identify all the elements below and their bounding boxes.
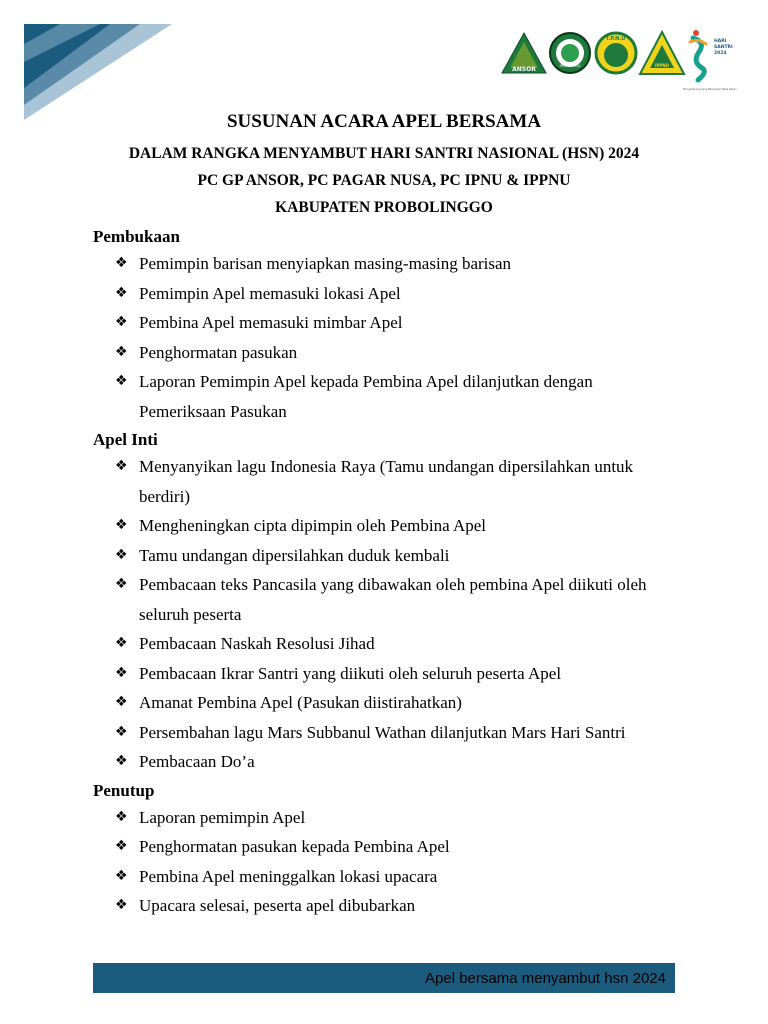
- list-item-text: Laporan pemimpin Apel: [139, 807, 306, 827]
- list-item: [93, 862, 683, 892]
- diamond-bullet-icon: ❖: [115, 576, 128, 592]
- ipnu-logo-text: I.P.N.U: [606, 36, 626, 42]
- document-subtitle-2: PC GP ANSOR, PC PAGAR NUSA, PC IPNU & IPPNU: [197, 172, 571, 189]
- diamond-bullet-icon: ❖: [115, 753, 128, 769]
- section-heading: Pembukaan: [93, 227, 180, 246]
- list-item: [93, 718, 683, 748]
- list-item-text: Pemimpin Apel memasuki lokasi Apel: [139, 283, 401, 303]
- list-item-text: Menyanyikan lagu Indonesia Raya (Tamu undangan dipersilahkan untuk berdiri): [139, 457, 634, 506]
- hari-santri-logo: [683, 30, 737, 91]
- list-item: [93, 629, 683, 659]
- ipnu-logo: [596, 33, 636, 73]
- ansor-logo: [502, 33, 546, 73]
- list-item-text: Upacara selesai, peserta apel dibubarkan: [139, 896, 416, 915]
- ansor-logo-text: ANSOR: [512, 66, 536, 73]
- list-item-text: Pembacaan Naskah Resolusi Jihad: [139, 634, 375, 653]
- list-item: [93, 279, 683, 309]
- footer-banner: [93, 963, 675, 993]
- document-subtitle-1: DALAM RANGKA MENYAMBUT HARI SANTRI NASIONAL (HSN) 2024: [128, 145, 640, 162]
- diamond-bullet-icon: ❖: [115, 723, 128, 740]
- list-item-text: Laporan Pemimpin Apel kepada Pembina Apel dilanjutkan dengan Pemeriksaan Pasukan: [139, 372, 593, 421]
- organization-logos: [500, 28, 740, 98]
- list-item-text: Pembacaan Do’a: [139, 752, 255, 771]
- list-item-text: Mengheningkan cipta dipimpin oleh Pembina Apel: [139, 516, 487, 535]
- diamond-bullet-icon: ❖: [115, 314, 128, 330]
- hsn-text-line2: SANTRI: [714, 45, 733, 50]
- list-item-text: Persembahan lagu Mars Subbanul Wathan dilanjutkan Mars Hari Santri: [139, 722, 626, 742]
- hsn-tagline: Menyambung Juang Merengkuh Masa Depan: [683, 88, 737, 91]
- list-item-text: Tamu undangan dipersilahkan duduk kembali: [139, 545, 450, 565]
- list-item: [93, 688, 683, 718]
- agenda-list: [93, 249, 683, 426]
- diamond-bullet-icon: ❖: [115, 458, 128, 474]
- footer-text: Apel bersama menyambut hsn 2024: [425, 969, 666, 987]
- diamond-bullet-icon: ❖: [115, 838, 128, 854]
- diamond-bullet-icon: ❖: [115, 867, 128, 884]
- pagar-nusa-logo-text: PAGAR NUSA: [559, 64, 581, 68]
- section-heading: Penutup: [93, 780, 155, 800]
- diamond-bullet-icon: ❖: [115, 517, 128, 533]
- list-item: [93, 249, 683, 279]
- hsn-text-line3: 2024: [714, 51, 727, 56]
- ippnu-logo-text: IPPNU: [655, 63, 669, 68]
- list-item: [93, 570, 683, 629]
- corner-decoration: [0, 0, 180, 125]
- list-item-text: Penghormatan pasukan kepada Pembina Apel: [139, 837, 450, 856]
- document-title: SUSUNAN ACARA APEL BERSAMA: [226, 111, 542, 132]
- list-item-text: Pembacaan teks Pancasila yang dibawakan oleh pembina Apel diikuti oleh seluruh peserta: [139, 575, 647, 624]
- list-item-text: Pembina Apel memasuki mimbar Apel: [139, 313, 403, 332]
- list-item: [93, 747, 683, 777]
- diamond-bullet-icon: ❖: [115, 694, 128, 710]
- list-item: [93, 891, 683, 921]
- list-item: [93, 803, 683, 833]
- list-item: [93, 367, 683, 426]
- list-item-text: Pembina Apel meninggalkan lokasi upacara: [139, 866, 438, 886]
- diamond-bullet-icon: ❖: [115, 635, 128, 651]
- list-item: [93, 452, 683, 511]
- list-item-text: Pembacaan Ikrar Santri yang diikuti oleh seluruh peserta Apel: [139, 663, 562, 683]
- list-item-text: Penghormatan pasukan: [139, 342, 298, 362]
- list-item: [93, 511, 683, 541]
- list-item: [93, 659, 683, 689]
- diamond-bullet-icon: ❖: [115, 343, 128, 360]
- list-item-text: Pemimpin barisan menyiapkan masing-masing barisan: [139, 254, 512, 273]
- diamond-bullet-icon: ❖: [115, 808, 128, 825]
- diamond-bullet-icon: ❖: [115, 255, 128, 271]
- pagar-nusa-logo: [550, 33, 590, 73]
- list-item: [93, 832, 683, 862]
- diamond-bullet-icon: ❖: [115, 373, 128, 389]
- diamond-bullet-icon: ❖: [115, 546, 128, 563]
- list-item: [93, 541, 683, 571]
- agenda-list: [93, 452, 683, 777]
- list-item: [93, 308, 683, 338]
- diamond-bullet-icon: ❖: [115, 664, 128, 681]
- list-item: [93, 338, 683, 368]
- hsn-text-line1: HARI: [714, 39, 727, 44]
- agenda-list: [93, 803, 683, 921]
- diamond-bullet-icon: ❖: [115, 284, 128, 301]
- diamond-bullet-icon: ❖: [115, 897, 128, 913]
- section-apel-inti: [93, 428, 683, 777]
- ippnu-logo: [640, 32, 684, 74]
- list-item-text: Amanat Pembina Apel (Pasukan diistirahatkan): [139, 693, 462, 712]
- document-subtitle-3: KABUPATEN PROBOLINGGO: [275, 199, 493, 216]
- section-heading: Apel Inti: [93, 430, 158, 449]
- section-pembukaan: [93, 225, 683, 426]
- section-penutup: [93, 779, 683, 921]
- agenda-content: [93, 225, 683, 921]
